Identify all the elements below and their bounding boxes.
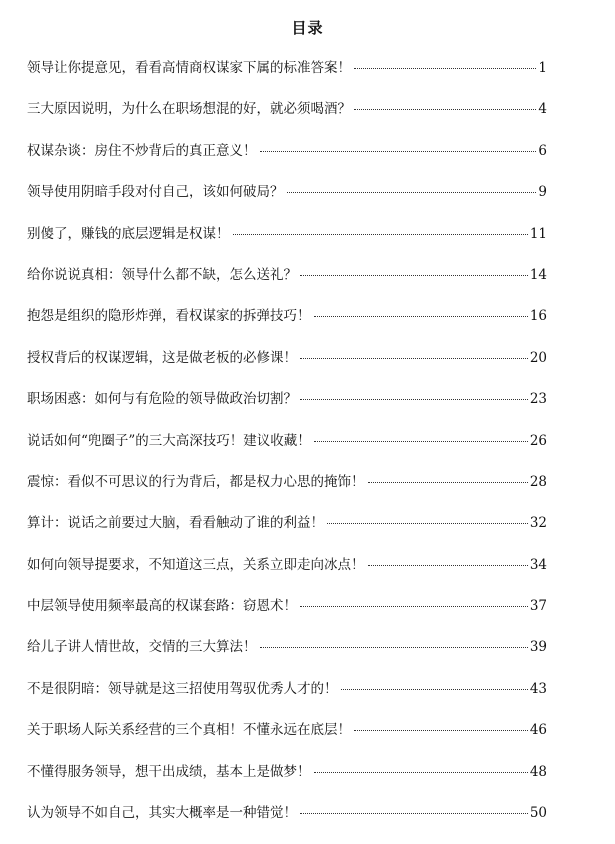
toc-entry-page-number[interactable]: 48 — [529, 763, 547, 780]
toc-entry-title[interactable]: 中层领导使用频率最高的权谋套路：窃恩术！ — [27, 598, 297, 615]
toc-entry[interactable] — [27, 679, 547, 720]
dot-leader — [300, 813, 528, 814]
toc-entry-title[interactable]: 抱怨是组织的隐形炸弹，看权谋家的拆弹技巧！ — [27, 308, 311, 325]
toc-entry-title[interactable]: 不懂得服务领导，想干出成绩，基本上是做梦！ — [27, 763, 311, 780]
toc-entry[interactable] — [27, 803, 547, 844]
dot-leader — [368, 482, 528, 483]
dot-leader — [368, 565, 528, 566]
dot-leader — [300, 358, 528, 359]
toc-entry-title[interactable]: 职场困惑：如何与有危险的领导做政治切割？ — [27, 391, 297, 408]
toc-entry-page-number[interactable]: 6 — [538, 142, 547, 159]
toc-entry-title[interactable]: 如何向领导提要求，不知道这三点，关系立即走向冰点！ — [27, 556, 365, 573]
toc-entry[interactable] — [27, 513, 547, 554]
toc-entry-page-number[interactable]: 9 — [538, 184, 547, 201]
dot-leader — [260, 647, 528, 648]
toc-entry-page-number[interactable]: 50 — [529, 805, 547, 822]
toc-entry-title[interactable]: 领导使用阴暗手段对付自己，该如何破局？ — [27, 184, 284, 201]
toc-entry[interactable] — [27, 265, 547, 306]
toc-entry-page-number[interactable]: 20 — [529, 349, 547, 366]
toc-entry[interactable] — [27, 224, 547, 265]
toc-entry-page-number[interactable]: 34 — [529, 556, 547, 573]
dot-leader — [341, 689, 528, 690]
toc-entry-page-number[interactable]: 37 — [529, 598, 547, 615]
toc-entry-page-number[interactable]: 28 — [529, 473, 547, 490]
toc-entry-title[interactable]: 权谋杂谈：房住不炒背后的真正意义！ — [27, 142, 257, 159]
dot-leader — [300, 275, 528, 276]
dot-leader — [300, 399, 528, 400]
toc-entry-title[interactable]: 领导让你提意见，看看高情商权谋家下属的标准答案！ — [27, 60, 351, 76]
dot-leader — [314, 316, 528, 317]
toc-entry[interactable] — [27, 58, 547, 99]
toc-entry[interactable] — [27, 141, 547, 182]
toc-entry-page-number[interactable]: 1 — [538, 60, 547, 76]
toc-entry[interactable] — [27, 306, 547, 347]
toc-list — [27, 58, 547, 844]
toc-entry-page-number[interactable]: 32 — [529, 515, 547, 532]
toc-entry-title[interactable]: 不是很阴暗：领导就是这三招使用驾驭优秀人才的！ — [27, 680, 338, 697]
toc-entry-title[interactable]: 认为领导不如自己，其实大概率是一种错觉！ — [27, 805, 297, 822]
toc-entry-title[interactable]: 说话如何“兜圈子”的三大高深技巧！建议收藏！ — [27, 432, 311, 449]
toc-entry-page-number[interactable]: 43 — [529, 680, 547, 697]
toc-entry[interactable] — [27, 472, 547, 513]
toc-entry[interactable] — [27, 99, 547, 140]
toc-entry-title[interactable]: 给儿子讲人情世故，交情的三大算法！ — [27, 639, 257, 656]
toc-entry-page-number[interactable]: 4 — [538, 101, 547, 118]
toc-entry[interactable] — [27, 637, 547, 678]
toc-entry-page-number[interactable]: 46 — [529, 722, 547, 739]
toc-entry-title[interactable]: 三大原因说明，为什么在职场想混的好，就必须喝酒？ — [27, 101, 351, 118]
toc-entry-page-number[interactable]: 11 — [529, 225, 547, 242]
toc-entry-title[interactable]: 震惊：看似不可思议的行为背后，都是权力心思的掩饰！ — [27, 473, 365, 490]
dot-leader — [314, 772, 528, 773]
toc-entry-title[interactable]: 别傻了，赚钱的底层逻辑是权谋！ — [27, 225, 230, 242]
toc-entry[interactable] — [27, 389, 547, 430]
toc-heading: 目录 — [291, 19, 324, 37]
toc-entry-title[interactable]: 授权背后的权谋逻辑，这是做老板的必修课！ — [27, 349, 297, 366]
dot-leader — [327, 523, 528, 524]
dot-leader — [354, 68, 536, 69]
toc-entry-title[interactable]: 关于职场人际关系经营的三个真相！不懂永远在底层！ — [27, 722, 351, 739]
dot-leader — [314, 441, 528, 442]
toc-entry-page-number[interactable]: 39 — [529, 639, 547, 656]
toc-entry-title[interactable]: 给你说说真相：领导什么都不缺，怎么送礼？ — [27, 266, 297, 283]
toc-entry[interactable] — [27, 720, 547, 761]
toc-entry[interactable] — [27, 762, 547, 803]
toc-entry[interactable] — [27, 348, 547, 389]
toc-entry-title[interactable]: 算计：说话之前要过大脑，看看触动了谁的利益！ — [27, 515, 324, 532]
dot-leader — [354, 109, 536, 110]
dot-leader — [354, 730, 528, 731]
toc-entry-page-number[interactable]: 16 — [529, 308, 547, 325]
dot-leader — [300, 606, 528, 607]
dot-leader — [287, 192, 537, 193]
toc-entry-page-number[interactable]: 14 — [529, 266, 547, 283]
toc-entry[interactable] — [27, 596, 547, 637]
toc-entry-page-number[interactable]: 26 — [529, 432, 547, 449]
toc-entry[interactable] — [27, 431, 547, 472]
toc-entry[interactable] — [27, 555, 547, 596]
toc-entry[interactable] — [27, 182, 547, 223]
dot-leader — [260, 151, 537, 152]
toc-entry-page-number[interactable]: 23 — [529, 391, 547, 408]
dot-leader — [233, 234, 528, 235]
